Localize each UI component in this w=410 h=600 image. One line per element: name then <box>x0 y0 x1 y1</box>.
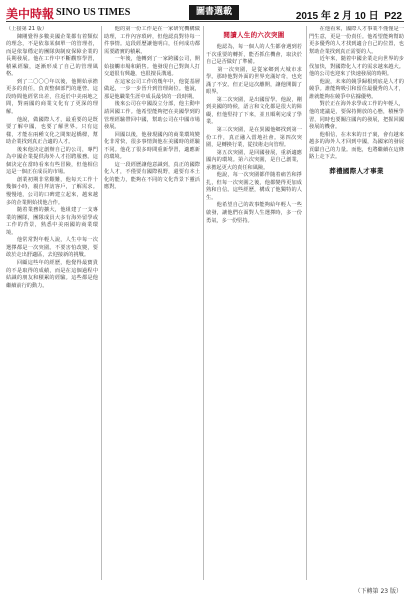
column-rule <box>101 26 102 580</box>
page-number: P22 <box>384 11 402 22</box>
paragraph: 他相信，在未來的日子裏，會有越來越多的海外人才回到中國，為國家的發展貢獻自己的力量。而他，也將繼續在這條路上走下去。 <box>309 131 404 161</box>
column-1-body <box>6 34 98 291</box>
masthead-logo-en: SINO US TIMES <box>56 7 131 18</box>
section-heading-breakthroughs: 閱讀人生的六次突圍 <box>223 31 285 39</box>
issue-date: 2015 年 2 月 10 日 <box>295 11 379 22</box>
article-column-2 <box>104 26 200 580</box>
paragraph: 他的第一份工作是在一家研究機構做助理，工作內容瑣碎，但他認真對待每一件事情。這段經歷讓他明白，任何成功都需要踏實的積累。 <box>104 26 200 55</box>
paragraph: 他說，未來的競爭歸根到底是人才的競爭。誰能夠吸引和留住最優秀的人才，誰就能夠在競爭中佔據優勢。 <box>309 78 404 100</box>
paragraph: 他說，每一次突圍都伴隨着痛苦和掙扎，但每一次突圍之後，他都變得更加成熟和自信。這些經歷，構成了他獨特的人生。 <box>206 172 302 201</box>
paragraph: 他說，做國際人才，最重要的是既要了解中國，也要了解世界。只有這樣，才能在兩種文化之間架起橋樑，幫助企業找到真正合適的人才。 <box>6 116 98 146</box>
column-rule <box>203 26 204 580</box>
paragraph: 他常常對年輕人說，人生中每一次選擇都是一次突圍。不要害怕改變，要敢於走出舒適區，去迎接新的挑戰。 <box>6 237 98 259</box>
paragraph: 對於正在海外求學或工作的年輕人，他的建議是，要保持開放的心態，積極學習，同時也要關注國內的發展，把握回國發展的機會。 <box>309 101 404 131</box>
paragraph: 第五次突圍，是回國發展，重新適應國內的環境。第六次突圍，是自己創業，承擔起更大的責任和風險。 <box>206 149 302 171</box>
paragraph: 創業初期非常艱難，他每天工作十幾個小時，親自拜訪客戶，了解需求。慢慢地，公司的口碑建立起來，越來越多的企業開始找他合作。 <box>6 176 98 206</box>
paragraph: 後來他決定創辦自己的公司，專門為中國企業提供海外人才招聘服務。這個決定在當時看來有些冒險，但他相信這是一個正在成長的市場。 <box>6 146 98 176</box>
paragraph: 第一次突圍，是從家鄉到大城市求學。那時他對外面的世界充滿好奇，也充滿了不安。但正是這次離開，讓他開闊了眼界。 <box>206 66 302 96</box>
paragraph: 近年來，隨着中國企業走向世界的步伐加快，對國際化人才的需求越來越大。他的公司也迎來了快速發展的時期。 <box>309 56 404 78</box>
paragraph: 一年後，他轉到了一家跨國公司，開始接觸市場和銷售。他發現自己對與人打交道很有興趣，也很擅長溝通。 <box>104 56 200 78</box>
section-heading-talent: 葬禮國際人才事業 <box>329 166 384 175</box>
paragraph: 第三次突圍，是在異國他鄉找到第一份工作，真正融入當地社會。第四次突圍，是轉換行業，從技術走向管理。 <box>206 127 302 149</box>
paragraph: 回國以後，他發現國內的商業環境變化非常快，很多事情與他在美國時的經驗不同。他花了很多時間重新學習，適應新的環境。 <box>104 131 200 161</box>
article-column-3 <box>206 26 302 580</box>
dateline <box>296 7 402 22</box>
article-column-4 <box>309 26 404 580</box>
paragraph: 回顧這些年的經歷，他覺得最寶貴的不是取得的成績，而是在這個過程中結識的朋友和積累的經驗。這些都是他繼續前行的動力。 <box>6 259 98 289</box>
column-4-body <box>309 26 404 162</box>
continued-to-note: （下轉第 23 版） <box>354 588 402 595</box>
continued-from-note: （上接第 21 版） <box>6 26 48 32</box>
paragraph: 在這家公司工作的幾年中，他從基層做起，一步一步晉升到管理崗位。他說，那是他職業生涯中成長最快的一段時期。 <box>104 78 200 100</box>
column-3-body <box>206 44 302 225</box>
paragraph: 隨着業務的擴大，他組建了一支專業的團隊，團隊成員大多有海外留學或工作的背景，熟悉中美兩國的商業環境。 <box>6 207 98 236</box>
paragraph: 第二次突圍，是出國留學。他說，剛到美國的時候，語言和文化都是很大的障礙，但他堅持了下來，並且順利完成了學業。 <box>206 96 302 126</box>
paragraph: 陳剛覺得多數美國企業都有着類似的理念，不是依靠某個單一的管理者，而是依靠穩定的團隊與制度保障企業的長期發展。他在工作中不斷觀察學習，積累經驗，逐漸形成了自己的管理風格。 <box>6 33 98 78</box>
column-rule <box>306 26 307 580</box>
paragraph: 他希望自己的故事能夠給年輕人一些啟發，讓他們在面對人生選擇時，多一份勇氣，多一份堅持。 <box>206 202 302 224</box>
masthead-logo-cn: 美中時報 <box>6 7 55 21</box>
section-label: 圖書選載 <box>189 5 239 20</box>
paragraph: 他認為，每一個人的人生都會遇到若干次重要的轉折，能否抓住機會，取決於自己是否做好了準備。 <box>206 44 302 66</box>
article-column-1 <box>6 26 98 580</box>
paragraph: 到了二〇〇〇年以後，他開始承擔更多的責任，負責整個部門的運營。這段時間他經常出差，往返於中美兩地之間，對兩國的商業文化有了更深的理解。 <box>6 78 98 116</box>
paragraph: 後來公司在中國設立分部，他主動申請回國工作。他希望能夠把在美國學到的管理經驗帶回中國，幫助公司在中國市場發展。 <box>104 101 200 131</box>
newspaper-header <box>6 4 404 22</box>
paragraph: 在他看來，國際人才事業不僅僅是一門生意，更是一份責任。他希望能夠幫助更多優秀的人才找到適合自己的位置，也幫助企業找到真正需要的人。 <box>309 26 404 55</box>
paragraph: 這一段經歷讓他意識到，真正的國際化人才，不僅要有國際視野，還要有本土化的能力，能夠在不同的文化背景下靈活應對。 <box>104 161 200 191</box>
column-2-body <box>104 26 200 192</box>
